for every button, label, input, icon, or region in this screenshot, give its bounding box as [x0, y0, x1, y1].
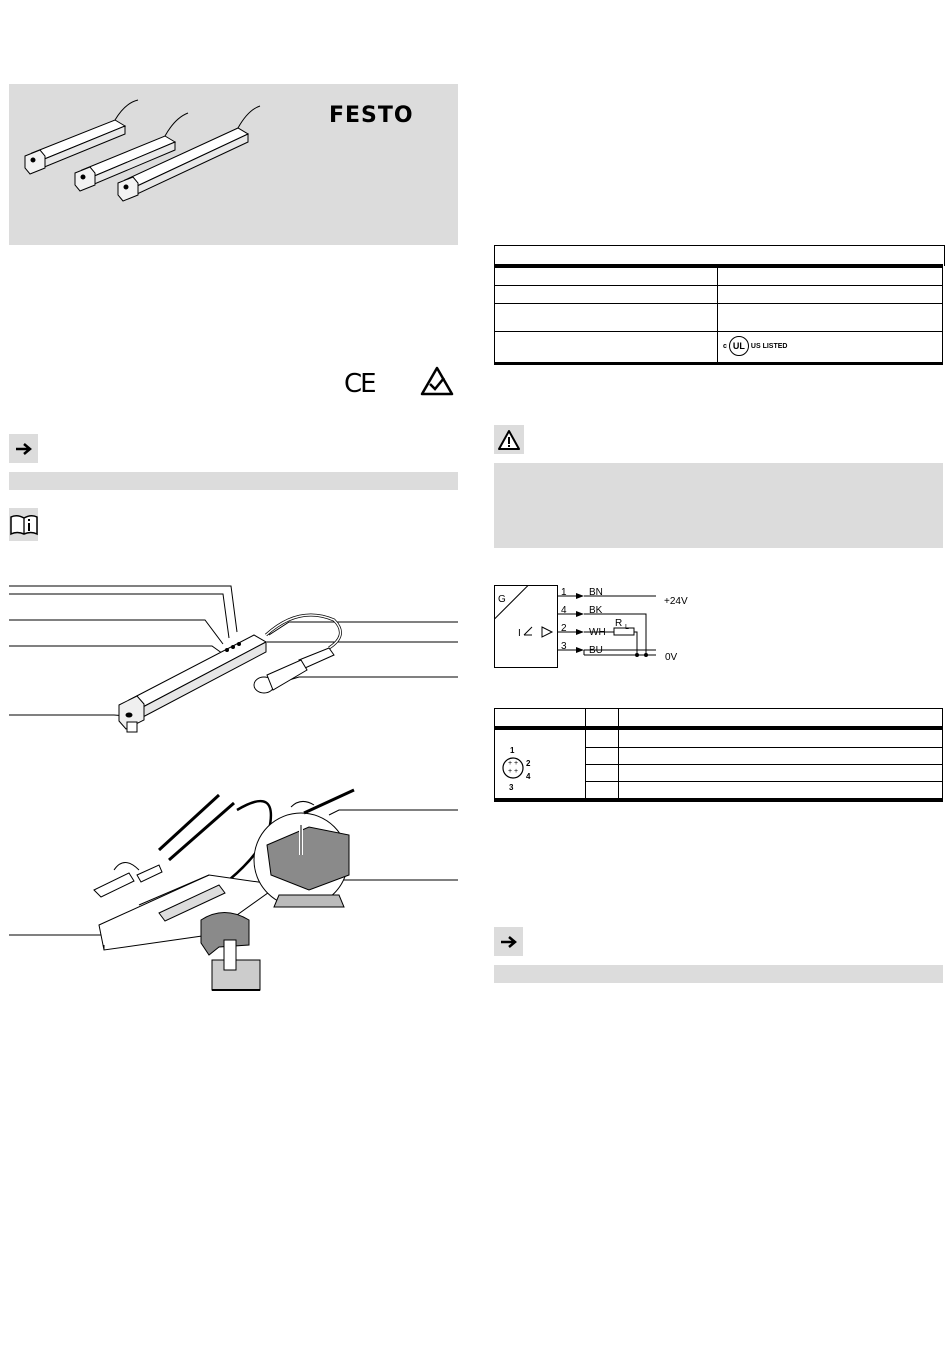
pin-color-1: BN: [589, 587, 603, 598]
product-image: [20, 98, 270, 203]
arrow-right-icon: [9, 434, 38, 463]
load-sub-label: L: [625, 624, 629, 631]
ce-mark: CE: [344, 369, 375, 399]
approval-table: [494, 268, 943, 365]
pin-num-3: 2: [561, 623, 567, 634]
pin-table: [494, 730, 943, 802]
svg-text:+: +: [514, 768, 519, 775]
mounting-drawing: [9, 775, 458, 995]
section-bar-2: [494, 965, 943, 983]
output-label: I: [518, 628, 521, 639]
table-title-row: [494, 245, 945, 266]
wiring-diagram: [494, 583, 714, 673]
connector-pin-3: 3: [509, 783, 514, 792]
pin-color-2: BK: [589, 605, 603, 616]
ul-c-label: c: [723, 342, 727, 350]
ul-logo: UL: [729, 336, 749, 356]
supply-zero-label: 0V: [665, 652, 678, 663]
warning-panel: [494, 463, 943, 548]
pin-color-4: BU: [589, 645, 603, 656]
load-label: R: [615, 618, 623, 629]
pin-color-3: WH: [589, 627, 606, 638]
device-label: G: [498, 594, 506, 605]
svg-text:+: +: [514, 760, 519, 767]
warning-triangle-icon: [494, 425, 524, 454]
arrow-right-icon-2: [494, 927, 523, 956]
pin-num-2: 4: [561, 605, 567, 616]
ul-us-listed-text: US LISTED: [750, 342, 788, 350]
connector-pin-2: 2: [526, 759, 531, 768]
manual-info-icon: [9, 508, 38, 541]
connector-pin-4: 4: [526, 772, 531, 781]
connector-pin-1: 1: [510, 746, 515, 755]
svg-text:+: +: [508, 768, 513, 775]
product-overview-drawing: [9, 580, 458, 750]
ul-listed-mark: [723, 336, 787, 356]
pin-table-header: [494, 708, 943, 726]
m8-connector-icon: [500, 744, 540, 794]
pin-num-1: 1: [561, 587, 567, 598]
pin-num-4: 3: [561, 641, 567, 652]
supply-plus-label: +24V: [664, 596, 688, 607]
section-bar: [9, 472, 458, 490]
rcm-mark-icon: [420, 366, 454, 396]
svg-text:+: +: [508, 760, 513, 767]
festo-logo: FESTO: [329, 103, 414, 128]
